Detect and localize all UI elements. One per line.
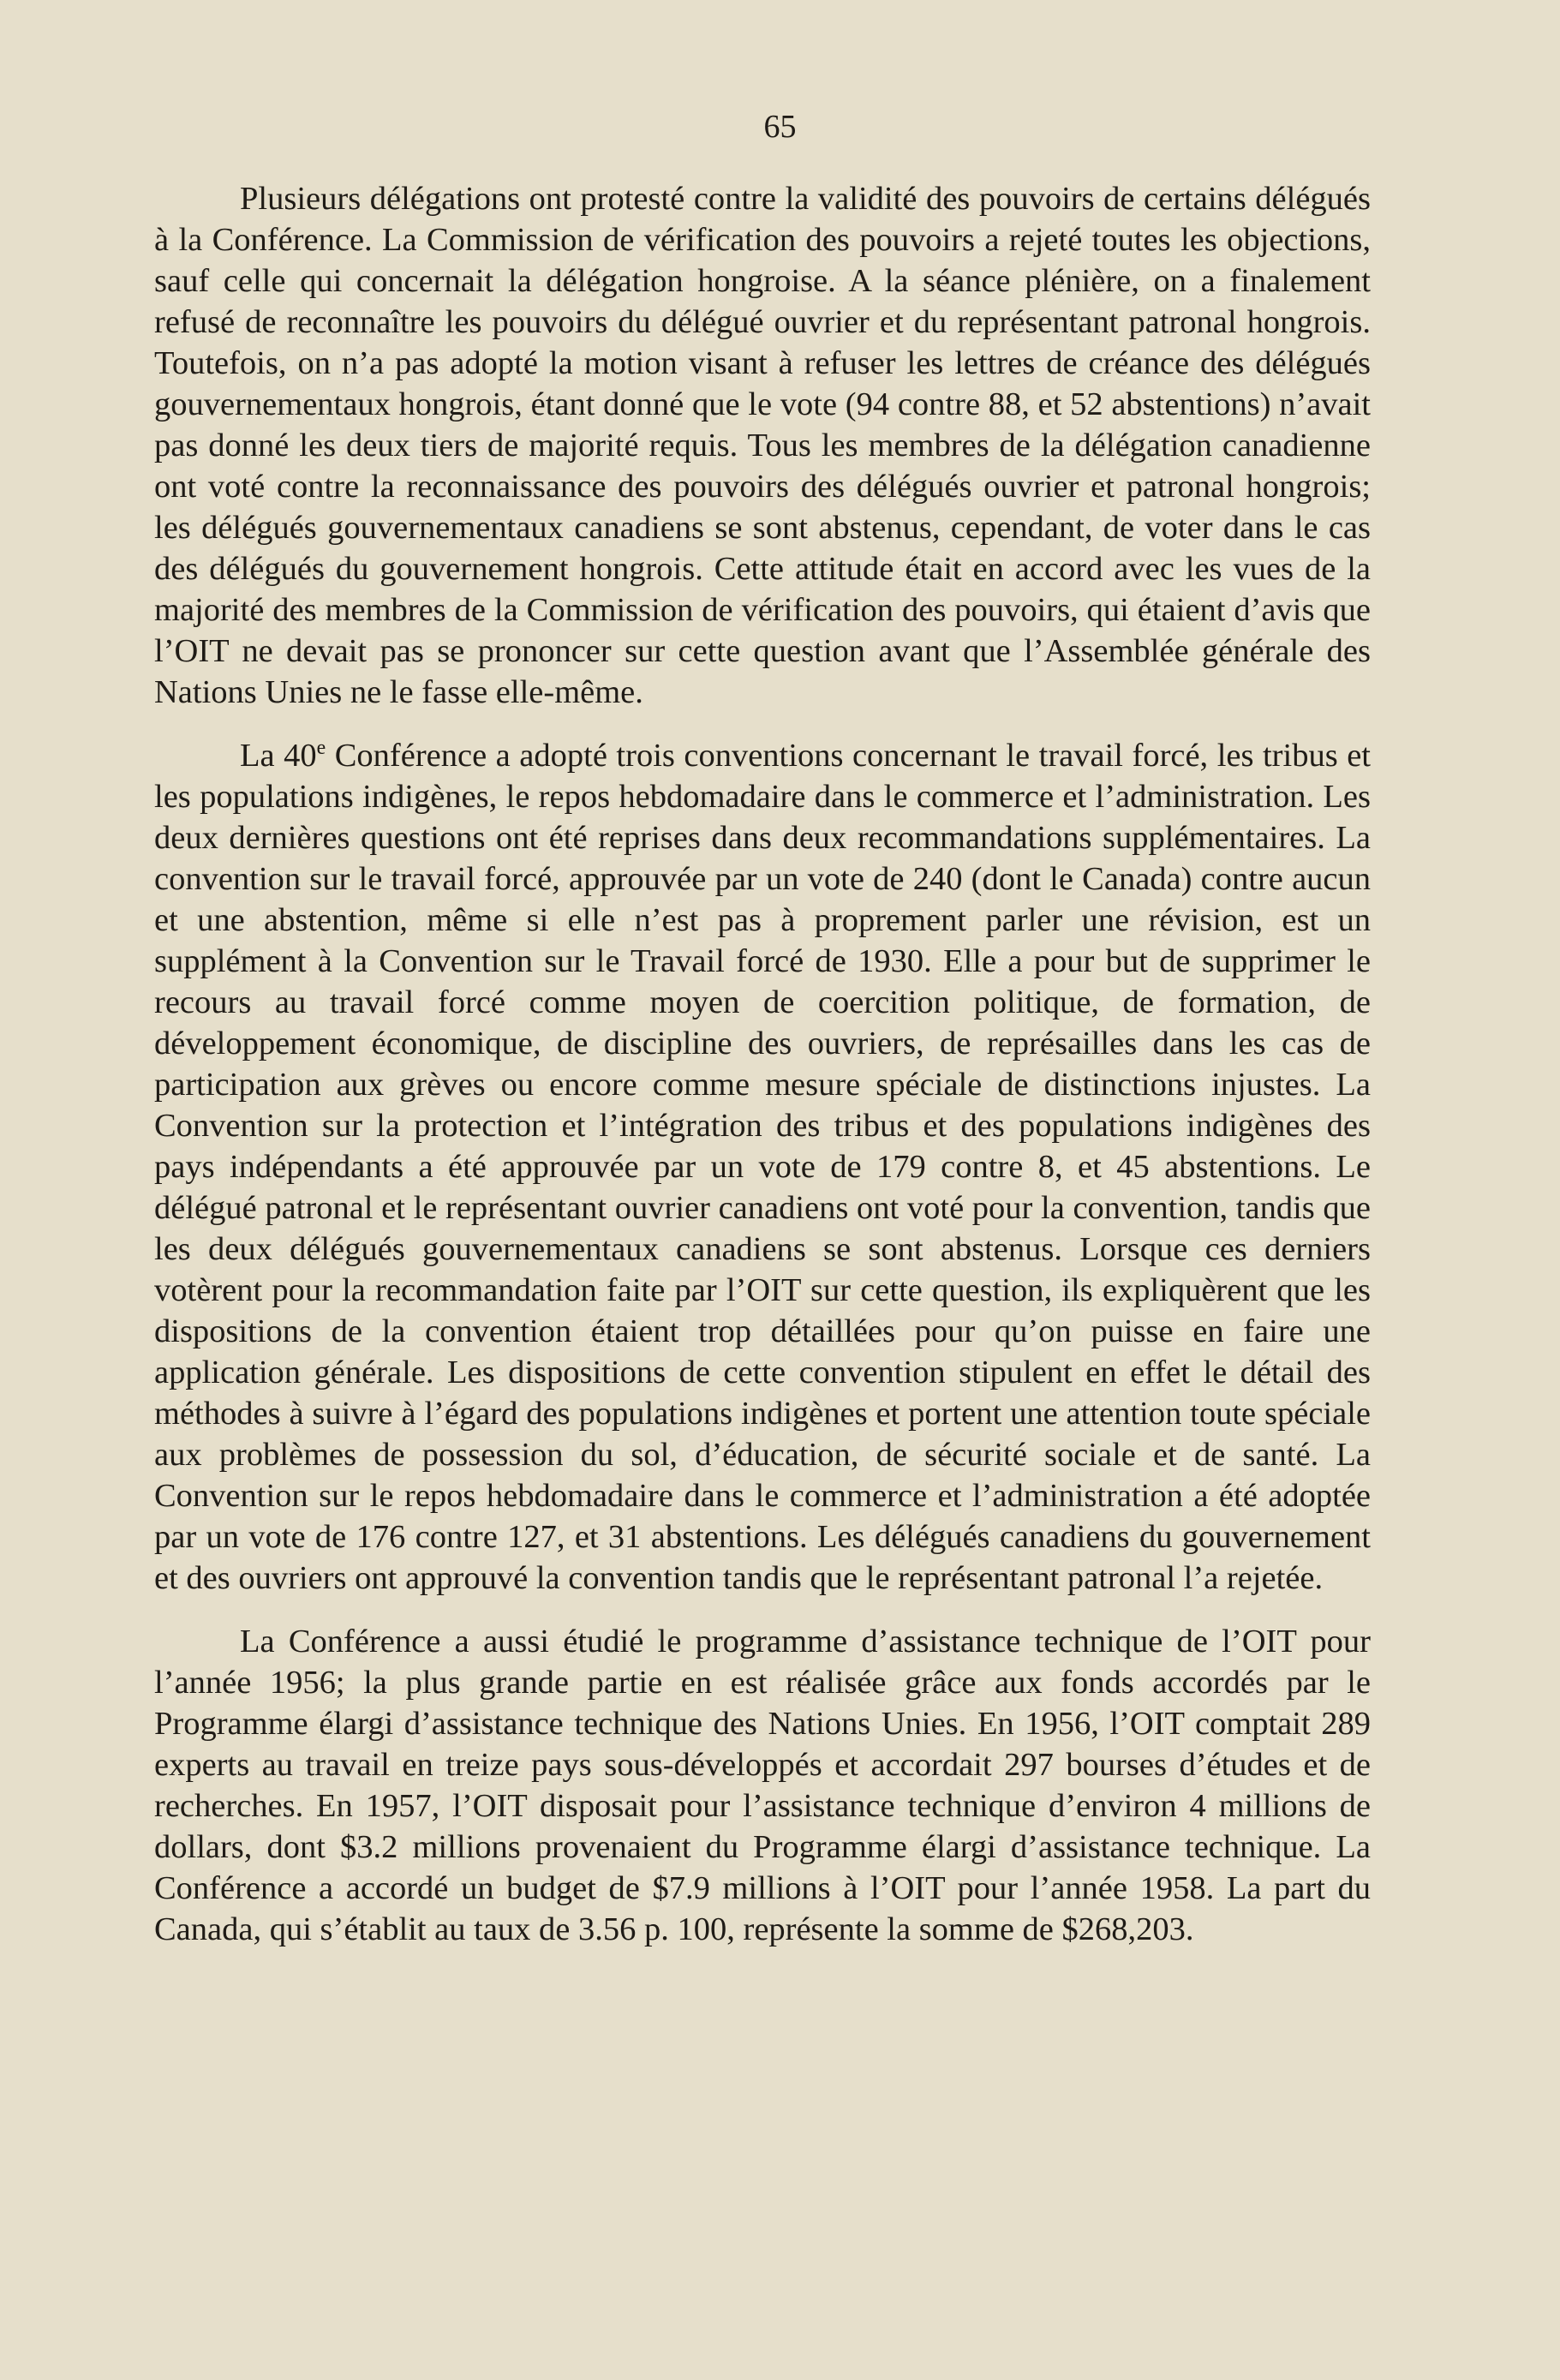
paragraph-credentials xyxy=(154,178,1371,713)
paragraph-lead: La 40 xyxy=(240,738,317,774)
page-number: 65 xyxy=(763,109,797,145)
paragraph-text: La Conférence a aussi étudié le programme d’assistance technique de l’OIT pour l’année 1956; la plus grande partie en est réalisée grâce aux fonds accordés par le Programme élargi d’assistance technique des Nations Unies. En 1956, l’OIT comptait 289 experts au travail en treize pays sous-développés et accordait 297 bourses d’études et de recherches. En 1957, l’OIT disposait pour l’assistance technique d’environ 4 millions de dollars, dont $3.2 millions provenaient du Programme élargi d’assistance technique. La Conférence a accordé un budget de $7.9 millions à l’OIT pour l’année 1958. La part du Canada, qui s’établit au taux de 3.56 p. 100, représente la somme de $268,203. xyxy=(154,1624,1371,1947)
ordinal-superscript: e xyxy=(316,737,326,760)
body-text xyxy=(154,178,1371,1950)
paragraph-text: Plusieurs délégations ont protesté contre la validité des pouvoirs de certains délégués à la Conférence. La Commission de vérification des pouvoirs a rejeté toutes les objections, sauf celle qui concernait la délégation hongroise. A la séance plénière, on a finalement refusé de reconnaître les pouvoirs du délégué ouvrier et du représentant patronal hongrois. Toutefois, on n’a pas adopté la motion visant à refuser les lettres de créance des délégués gouvernementaux hongrois, étant donné que le vote (94 contre 88, et 52 abstentions) n’avait pas donné les deux tiers de majorité requis. Tous les membres de la délégation canadienne ont voté contre la reconnaissance des pouvoirs des délégués ouvrier et patronal hongrois; les délégués gouvernementaux canadiens se sont abstenus, cependant, de voter dans le cas des délégués du gouvernement hongrois. Cette attitude était en accord avec les vues de la majorité des membres de la Commission de vérification des pouvoirs, qui étaient d’avis que l’OIT ne devait pas se prononcer sur cette question avant que l’Assemblée générale des Nations Unies ne le fasse elle-même. xyxy=(154,181,1371,710)
paragraph-text: Conférence a adopté trois conventions concernant le travail forcé, les tribus et les populations indigènes, le repos hebdomadaire dans le commerce et l’administration. Les deux dernières questions ont été reprises dans deux recommandations supplémentaires. La convention sur le travail forcé, approuvée par un vote de 240 (dont le Canada) contre aucun et une abstention, même si elle n’est pas à proprement parler une révision, est un supplément à la Convention sur le Travail forcé de 1930. Elle a pour but de supprimer le recours au travail forcé comme moyen de coercition politique, de formation, de développement économique, de discipline des ouvriers, de représailles dans les cas de participation aux grèves ou encore comme mesure spéciale de distinctions injustes. La Convention sur la protection et l’intégration des tribus et des populations indigènes des pays indépendants a été approuvée par un vote de 179 contre 8, et 45 abstentions. Le délégué patronal et le représentant ouvrier canadiens ont voté pour la convention, tandis que les deux délégués gouvernementaux canadiens se sont abstenus. Lorsque ces derniers votèrent pour la recommandation faite par l’OIT sur cette question, ils expliquèrent que les dispositions de la convention étaient trop détaillées pour qu’on puisse en faire une application générale. Les dispositions de cette convention stipulent en effet le détail des méthodes à suivre à l’égard des populations indigènes et portent une attention toute spéciale aux problèmes de possession du sol, d’éducation, de sécurité sociale et de santé. La Convention sur le repos hebdomadaire dans le commerce et l’administration a été adoptée par un vote de 176 contre 127, et 31 abstentions. Les délégués canadiens du gouvernement et des ouvriers ont approuvé la convention tandis que le représentant patronal l’a rejetée. xyxy=(154,738,1371,1596)
paragraph-technical-assistance xyxy=(154,1621,1371,1950)
paragraph-conventions xyxy=(154,735,1371,1599)
